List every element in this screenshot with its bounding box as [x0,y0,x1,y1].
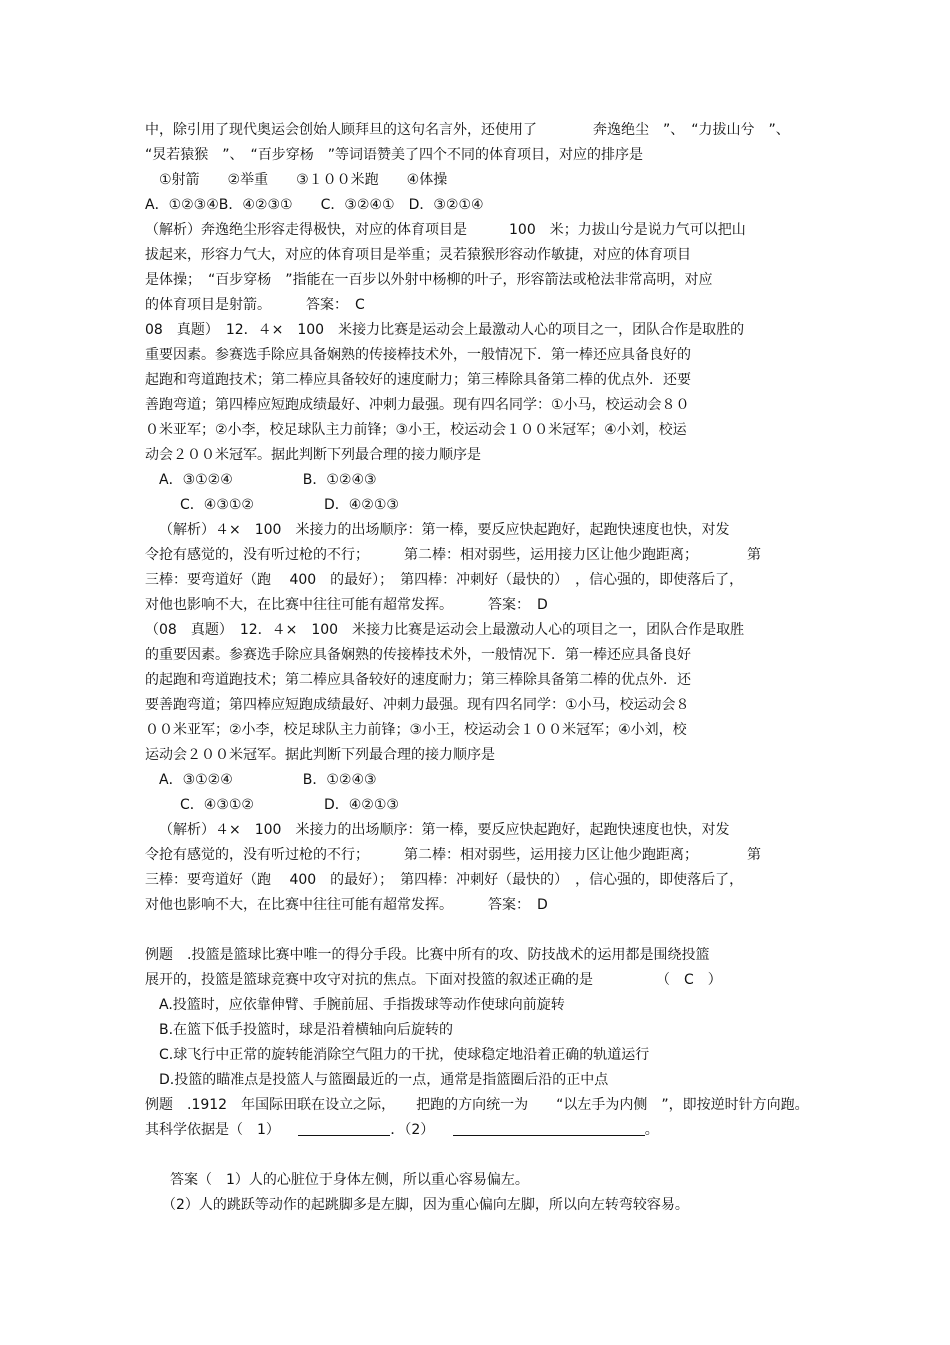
text-line: 运动会２００米冠军。据此判断下列最合理的接力顺序是 [145,747,495,763]
text-line: 中，除引用了现代奥运会创始人顾拜旦的这句名言外，还使用了 奔逸绝尘 ”、 “力拔山兮 ”、 [145,122,790,138]
text-line: 三棒：要弯道好（跑 400 的最好）； 第四棒：冲刺好（最快的） ，信心强的，即使落后了， [145,872,744,888]
text-line: 令抢有感觉的，没有听过枪的不行； 第二棒：相对弱些，运用接力区让他少跑距离； 第 [145,847,761,863]
text-line: 善跑弯道；第四棒应短跑成绩最好、冲刺力最强。现有四名同学：①小马，校运动会８０ [145,397,690,413]
text-line: 令抢有感觉的，没有听过枪的不行； 第二棒：相对弱些，运用接力区让他少跑距离； 第 [145,547,761,563]
answer-choices: A．①②③④B．④②③① C．③②④① D．③②①④ [145,197,484,213]
text-line: （解析）奔逸绝尘形容走得极快，对应的体育项目是 100 米；力拔山兮是说力气可以把山 [145,222,746,238]
text-line: 三棒：要弯道好（跑 400 的最好）； 第四棒：冲刺好（最快的） ，信心强的，即使落后了， [145,572,744,588]
text-line: 起跑和弯道跑技术；第二棒应具备较好的速度耐力；第三棒除具备第二棒的优点外．还要 [145,372,691,388]
text-line: 动会２００米冠军。据此判断下列最合理的接力顺序是 [145,447,481,463]
text-line: “炅若猿猴 ”、 “百步穿杨 ”等词语赞美了四个不同的体育项目，对应的排序是 [145,147,644,163]
text-line: （解析）４× 100 米接力的出场顺序：第一棒，要反应快起跑好，起跑快速度也快，对发 [159,522,730,538]
question-heading: （08 真题） 12．４× 100 米接力比赛是运动会上最激动人心的项目之一，团队合作是取胜 [145,622,745,638]
question-heading: 08 真题） 12．４× 100 米接力比赛是运动会上最激动人心的项目之一，团队合作是取胜的 [145,322,745,338]
options-line: ①射箭 ②举重 ③１００米跑 ④体操 [159,172,448,188]
answer-choices: A．③①②④ B．①②④③ [159,772,377,788]
answer-blank-1[interactable] [298,1121,390,1136]
answer-line: 的体育项目是射箭。 答案： C [145,297,365,313]
text-line: 重要因素。参赛选手除应具备娴熟的传接棒技术外，一般情况下．第一棒还应具备良好的 [145,347,691,363]
text-line: 的重要因素。参赛选手除应具备娴熟的传接棒技术外，一般情况下．第一棒还应具备良好 [145,647,691,663]
option-a: A.投篮时，应依靠伸臂、手腕前屈、手指拨球等动作使球向前旋转 [159,997,565,1013]
option-b: B.在篮下低手投篮时，球是沿着横轴向后旋转的 [159,1022,454,1038]
answer-line: （2）人的跳跃等动作的起跳脚多是左脚，因为重心偏向左脚，所以向左转弯较容易。 [162,1197,689,1213]
option-d: D.投篮的瞄准点是投篮人与篮圈最近的一点，通常是指篮圈后沿的正中点 [159,1072,609,1088]
fill-in-end: 。 [644,1122,659,1138]
answer-choices: C．④③①② D．④②①③ [180,497,399,513]
text-line: ００米亚军；②小李，校足球队主力前锋；③小王，校运动会１００米冠军；④小刘，校 [145,722,687,738]
answer-line: 对他也影响不大，在比赛中往往可能有超常发挥。 答案： D [145,897,548,913]
fill-in-sep: ．（2） [390,1122,435,1138]
text-line: 是体操； “百步穿杨 ”指能在一百步以外射中杨柳的叶子，形容箭法或枪法非常高明，对应 [145,272,713,288]
fill-in-line [145,1121,659,1139]
example-heading: 例题 .1912 年国际田联在设立之际， 把跑的方向统一为 “以左手为内侧 ”，即按逆时针方向跑。 [145,1097,809,1113]
text-line: 拔起来，形容力气大，对应的体育项目是举重；灵若猿猴形容动作敏捷，对应的体育项目 [145,247,691,263]
option-c: C.球飞行中正常的旋转能消除空气阻力的干扰，使球稳定地沿着正确的轨道运行 [159,1047,650,1063]
answer-blank-2[interactable] [453,1121,645,1136]
text-line: 展开的，投篮是篮球竞赛中攻守对抗的焦点。下面对投篮的叙述正确的是 （ C ） [145,972,722,988]
text-line: ０米亚军；②小李，校足球队主力前锋；③小王，校运动会１００米冠军；④小刘，校运 [145,422,687,438]
answer-line: 对他也影响不大，在比赛中往往可能有超常发挥。 答案： D [145,597,548,613]
text-line: 的起跑和弯道跑技术；第二棒应具备较好的速度耐力；第三棒除具备第二棒的优点外．还 [145,672,691,688]
answer-choices: A．③①②④ B．①②④③ [159,472,377,488]
fill-in-prefix: 其科学依据是（ 1） [145,1122,280,1138]
answer-choices: C．④③①② D．④②①③ [180,797,399,813]
text-line: 要善跑弯道；第四棒应短跑成绩最好、冲刺力最强。现有四名同学：①小马，校运动会８ [145,697,690,713]
example-heading: 例题 .投篮是篮球比赛中唯一的得分手段。比赛中所有的攻、防技战术的运用都是围绕投篮 [145,947,710,963]
text-line: （解析）４× 100 米接力的出场顺序：第一棒，要反应快起跑好，起跑快速度也快，对发 [159,822,730,838]
answer-line: 答案（ 1）人的心脏位于身体左侧，所以重心容易偏左。 [170,1172,529,1188]
